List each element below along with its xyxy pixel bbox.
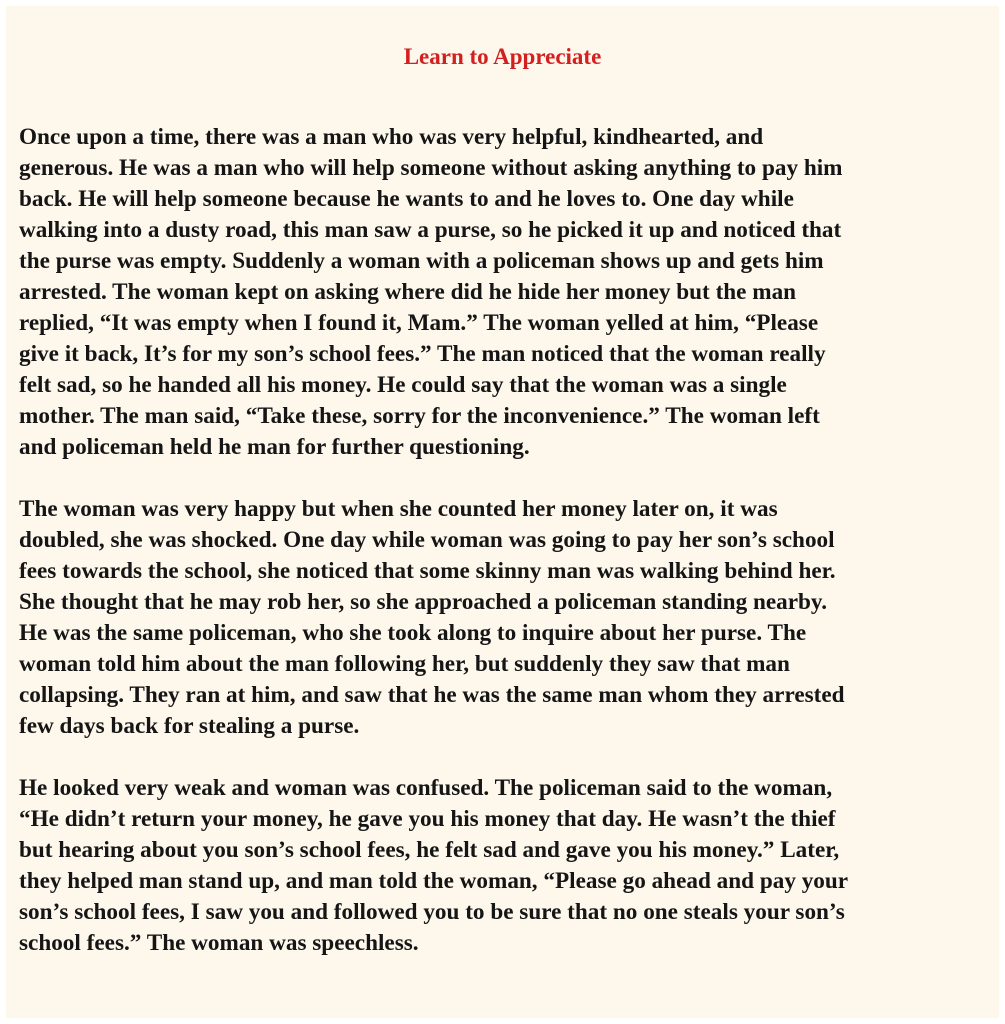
paragraph-1 bbox=[19, 122, 991, 463]
text-line: the purse was empty. Suddenly a woman with a policeman shows up and gets him bbox=[19, 248, 824, 274]
paragraph-2 bbox=[19, 494, 991, 742]
text-line: doubled, she was shocked. One day while woman was going to pay her son’s school bbox=[19, 527, 835, 553]
text-line: He looked very weak and woman was confused. The policeman said to the woman, bbox=[19, 775, 833, 801]
paragraph-3 bbox=[19, 773, 991, 959]
text-line: fees towards the school, she noticed that some skinny man was walking behind her. bbox=[19, 558, 836, 584]
text-line: woman told him about the man following her, but suddenly they saw that man bbox=[19, 651, 790, 677]
text-line: son’s school fees, I saw you and followed you to be sure that no one steals your son’s bbox=[19, 899, 845, 925]
text-line: Once upon a time, there was a man who was very helpful, kindhearted, and bbox=[19, 124, 764, 150]
story-page bbox=[6, 6, 999, 1018]
text-line: walking into a dusty road, this man saw a purse, so he picked it up and noticed that bbox=[19, 217, 842, 243]
text-line: arrested. The woman kept on asking where did he hide her money but the man bbox=[19, 279, 797, 305]
text-line: felt sad, so he handed all his money. He could say that the woman was a single bbox=[19, 372, 787, 398]
text-line: replied, “It was empty when I found it, Mam.” The woman yelled at him, “Please bbox=[19, 310, 819, 336]
text-line: mother. The man said, “Take these, sorry for the inconvenience.” The woman left bbox=[19, 403, 820, 429]
text-line: they helped man stand up, and man told the woman, “Please go ahead and pay your bbox=[19, 868, 849, 894]
story-title: Learn to Appreciate bbox=[403, 44, 602, 69]
text-line: “He didn’t return your money, he gave you his money that day. He wasn’t the thief bbox=[19, 806, 836, 832]
text-line: but hearing about you son’s school fees, he felt sad and gave you his money.” Later, bbox=[19, 837, 840, 863]
story-body bbox=[19, 122, 991, 990]
text-line: few days back for stealing a purse. bbox=[19, 713, 360, 739]
text-line: give it back, It’s for my son’s school fees.” The man noticed that the woman really bbox=[19, 341, 826, 367]
text-line: generous. He was a man who will help someone without asking anything to pay him bbox=[19, 155, 843, 181]
text-line: The woman was very happy but when she counted her money later on, it was bbox=[19, 496, 778, 522]
text-line: She thought that he may rob her, so she approached a policeman standing nearby. bbox=[19, 589, 828, 615]
text-line: collapsing. They ran at him, and saw that he was the same man whom they arrested bbox=[19, 682, 845, 708]
text-line: school fees.” The woman was speechless. bbox=[19, 930, 419, 956]
text-line: and policeman held he man for further questioning. bbox=[19, 434, 530, 460]
text-line: back. He will help someone because he wants to and he loves to. One day while bbox=[19, 186, 794, 212]
text-line: He was the same policeman, who she took along to inquire about her purse. The bbox=[19, 620, 807, 646]
